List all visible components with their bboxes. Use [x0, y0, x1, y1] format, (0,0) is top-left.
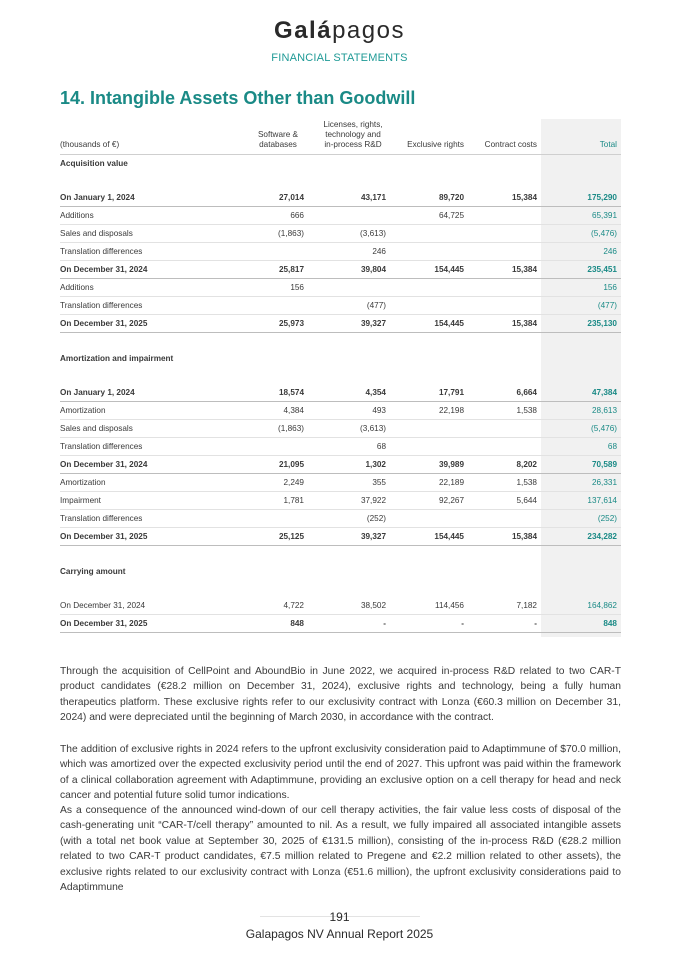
licenses-value: 43,171: [308, 189, 390, 207]
table-row: [60, 297, 621, 315]
exclusive-rights-value: [390, 350, 468, 367]
contract-costs-value: [468, 225, 541, 243]
software-value: 25,973: [210, 315, 308, 333]
row-label: Translation differences: [60, 243, 210, 261]
software-value: 27,014: [210, 189, 308, 207]
row-label: Sales and disposals: [60, 225, 210, 243]
licenses-value: -: [308, 615, 390, 633]
contract-costs-value: [468, 420, 541, 438]
total-value: 235,130: [541, 315, 621, 333]
total-value: 235,451: [541, 261, 621, 279]
contract-costs-value: [468, 510, 541, 528]
row-label: On December 31, 2024: [60, 597, 210, 615]
table-spacer-row: [60, 172, 621, 189]
exclusive-rights-value: 17,791: [390, 384, 468, 402]
total-value: 70,589: [541, 456, 621, 474]
contract-costs-value: [468, 563, 541, 580]
contract-costs-value: 1,538: [468, 402, 541, 420]
total-value: [541, 172, 621, 189]
table-row: [60, 384, 621, 402]
table-row: [60, 261, 621, 279]
table-row: [60, 207, 621, 225]
row-label: [60, 333, 210, 351]
licenses-value: 37,922: [308, 492, 390, 510]
total-value: [541, 333, 621, 351]
licenses-value: [308, 580, 390, 597]
contract-costs-value: 15,384: [468, 315, 541, 333]
row-label: Amortization: [60, 474, 210, 492]
contract-costs-value: 1,538: [468, 474, 541, 492]
contract-costs-value: [468, 297, 541, 315]
total-value: 68: [541, 438, 621, 456]
table-section-heading: [60, 155, 621, 173]
software-value: [210, 155, 308, 173]
table-row: [60, 225, 621, 243]
contract-costs-value: 15,384: [468, 189, 541, 207]
total-value: 164,862: [541, 597, 621, 615]
exclusive-rights-value: 114,456: [390, 597, 468, 615]
licenses-value: [308, 155, 390, 173]
intangible-assets-table: [60, 119, 621, 633]
contract-costs-value: 15,384: [468, 261, 541, 279]
total-value: 28,613: [541, 402, 621, 420]
licenses-value: [308, 172, 390, 189]
table-row: [60, 420, 621, 438]
logo-light-part: pagos: [332, 17, 405, 44]
contract-costs-value: 8,202: [468, 456, 541, 474]
licenses-value: 39,327: [308, 315, 390, 333]
software-value: (1,863): [210, 225, 308, 243]
table-spacer-row: [60, 546, 621, 564]
table-section-heading: [60, 350, 621, 367]
contract-costs-value: [468, 155, 541, 173]
software-value: [210, 172, 308, 189]
contract-costs-value: [468, 350, 541, 367]
section-label: FINANCIAL STATEMENTS: [271, 52, 408, 64]
exclusive-rights-value: [390, 279, 468, 297]
software-value: (1,863): [210, 420, 308, 438]
table-row: [60, 528, 621, 546]
contract-costs-value: [468, 367, 541, 384]
row-label: Translation differences: [60, 297, 210, 315]
total-value: 47,384: [541, 384, 621, 402]
licenses-value: 39,327: [308, 528, 390, 546]
paragraph-adaptimmune: The addition of exclusive rights in 2024 refers to the upfront exclusivity consideration paid to Adaptimmune of $70.0 million, which was amortized over the expected exclusivity period until the end of 2027. This upfront was paid within the framework of a clinical collaboration agreement with Adaptimmune, providing an exclusive option on a cell therapy for head and neck cancer and potential future solid tumor indications.: [60, 744, 621, 802]
exclusive-rights-value: [390, 420, 468, 438]
software-value: 1,781: [210, 492, 308, 510]
licenses-value: [308, 563, 390, 580]
contract-costs-value: 6,664: [468, 384, 541, 402]
company-logo: [0, 17, 679, 45]
contract-costs-value: 15,384: [468, 528, 541, 546]
exclusive-rights-value: 154,445: [390, 528, 468, 546]
table-row: [60, 438, 621, 456]
contract-costs-value: [468, 172, 541, 189]
software-value: 666: [210, 207, 308, 225]
column-header-exclusive-rights: Exclusive rights: [390, 119, 468, 155]
row-label: Additions: [60, 207, 210, 225]
exclusive-rights-value: [390, 172, 468, 189]
row-label: Amortization: [60, 402, 210, 420]
table-section-heading: [60, 563, 621, 580]
total-value: [541, 155, 621, 173]
exclusive-rights-value: 64,725: [390, 207, 468, 225]
exclusive-rights-value: [390, 546, 468, 564]
total-value: (5,476): [541, 225, 621, 243]
contract-costs-value: [468, 279, 541, 297]
total-value: (477): [541, 297, 621, 315]
licenses-value: 38,502: [308, 597, 390, 615]
total-value: [541, 367, 621, 384]
licenses-value: 39,804: [308, 261, 390, 279]
software-value: [210, 243, 308, 261]
table-header-row: [60, 119, 621, 155]
contract-costs-value: [468, 333, 541, 351]
exclusive-rights-value: [390, 580, 468, 597]
exclusive-rights-value: [390, 510, 468, 528]
contract-costs-value: [468, 207, 541, 225]
total-value: 848: [541, 615, 621, 633]
row-label: Impairment: [60, 492, 210, 510]
table-row: [60, 510, 621, 528]
column-header-units: (thousands of €): [60, 119, 210, 155]
software-value: 2,249: [210, 474, 308, 492]
table-row: [60, 279, 621, 297]
software-value: 25,817: [210, 261, 308, 279]
total-value: [541, 563, 621, 580]
software-value: [210, 333, 308, 351]
paragraph-acquisition: Through the acquisition of CellPoint and AboundBio in June 2022, we acquired in-process R&D related to two CAR-T product candidates (€28.2 million on December 31, 2024), exclusive rights and technology, being a fully human therapeutics platform. These exclusive rights refer to our exclusivity contract with Lonza (€60.3 million on December 31, 2024) and were depreciated until the beginning of March 2030, in accordance with the contract.: [60, 666, 621, 724]
total-value: 156: [541, 279, 621, 297]
table-row: [60, 615, 621, 633]
licenses-value: [308, 350, 390, 367]
software-value: [210, 510, 308, 528]
licenses-value: (252): [308, 510, 390, 528]
table-row: [60, 597, 621, 615]
row-label: On December 31, 2024: [60, 456, 210, 474]
software-value: [210, 563, 308, 580]
column-header-software: Software & databases: [210, 119, 308, 155]
table-row: [60, 474, 621, 492]
table-row: [60, 456, 621, 474]
total-value: [541, 350, 621, 367]
column-header-contract-costs: Contract costs: [468, 119, 541, 155]
licenses-value: [308, 367, 390, 384]
software-value: [210, 350, 308, 367]
contract-costs-value: 7,182: [468, 597, 541, 615]
total-value: (5,476): [541, 420, 621, 438]
software-value: 25,125: [210, 528, 308, 546]
table-spacer-row: [60, 367, 621, 384]
licenses-value: 4,354: [308, 384, 390, 402]
paragraph-wind-down: As a consequence of the announced wind-down of our cell therapy activities, the fair value less costs of disposal of the cash-generating unit “CAR-T/cell therapy” amounted to nil. As a result, we fully impaired all associated intangible assets (with a total net book value at September 30, 2025 of €131.5 million), consisting of the in-process R&D (€28.2 million related to two CAR-T product candidates, €7.5 million related to Pregene and €2.2 million related to other assets), the exclusive rights related to our exclusivity contract with Lonza (€51.6 million), the upfront exclusivity considerations paid to Adaptimmune: [60, 805, 621, 894]
table-spacer-row: [60, 580, 621, 597]
row-label: Sales and disposals: [60, 420, 210, 438]
row-label: [60, 172, 210, 189]
contract-costs-value: 5,644: [468, 492, 541, 510]
software-value: [210, 297, 308, 315]
software-value: [210, 546, 308, 564]
contract-costs-value: [468, 580, 541, 597]
page-number: 191: [329, 910, 350, 924]
row-label: [60, 367, 210, 384]
exclusive-rights-value: [390, 333, 468, 351]
total-value: [541, 580, 621, 597]
row-label: Acquisition value: [60, 159, 128, 168]
logo-bold-part: Galá: [274, 17, 333, 44]
licenses-value: [308, 279, 390, 297]
table-row: [60, 315, 621, 333]
exclusive-rights-value: [390, 225, 468, 243]
row-label: On December 31, 2025: [60, 615, 210, 633]
licenses-value: (3,613): [308, 420, 390, 438]
row-label: Translation differences: [60, 510, 210, 528]
licenses-value: 246: [308, 243, 390, 261]
software-value: 4,384: [210, 402, 308, 420]
row-label: On December 31, 2025: [60, 528, 210, 546]
contract-costs-value: [468, 438, 541, 456]
licenses-value: [308, 207, 390, 225]
row-label: [60, 546, 210, 564]
licenses-value: 68: [308, 438, 390, 456]
total-value: (252): [541, 510, 621, 528]
licenses-value: 355: [308, 474, 390, 492]
software-value: 848: [210, 615, 308, 633]
table-row: [60, 189, 621, 207]
contract-costs-value: -: [468, 615, 541, 633]
row-label: On January 1, 2024: [60, 384, 210, 402]
total-value: 246: [541, 243, 621, 261]
exclusive-rights-value: [390, 243, 468, 261]
licenses-value: 493: [308, 402, 390, 420]
licenses-value: [308, 333, 390, 351]
row-label: Amortization and impairment: [60, 354, 174, 363]
exclusive-rights-value: 92,267: [390, 492, 468, 510]
software-value: 18,574: [210, 384, 308, 402]
table-row: [60, 402, 621, 420]
row-label: On December 31, 2025: [60, 315, 210, 333]
page-title: 14. Intangible Assets Other than Goodwill: [60, 88, 416, 108]
row-label: Carrying amount: [60, 567, 126, 576]
row-label: On December 31, 2024: [60, 261, 210, 279]
table-row: [60, 492, 621, 510]
exclusive-rights-value: [390, 155, 468, 173]
exclusive-rights-value: 154,445: [390, 315, 468, 333]
licenses-value: (3,613): [308, 225, 390, 243]
report-title: Galapagos NV Annual Report 2025: [245, 927, 434, 941]
software-value: [210, 580, 308, 597]
software-value: 4,722: [210, 597, 308, 615]
exclusive-rights-value: [390, 367, 468, 384]
column-header-total: Total: [541, 119, 621, 155]
exclusive-rights-value: [390, 563, 468, 580]
exclusive-rights-value: 154,445: [390, 261, 468, 279]
licenses-value: 1,302: [308, 456, 390, 474]
exclusive-rights-value: [390, 297, 468, 315]
licenses-value: (477): [308, 297, 390, 315]
contract-costs-value: [468, 243, 541, 261]
total-value: 234,282: [541, 528, 621, 546]
total-value: [541, 546, 621, 564]
exclusive-rights-value: [390, 438, 468, 456]
software-value: 21,095: [210, 456, 308, 474]
total-value: 26,331: [541, 474, 621, 492]
exclusive-rights-value: 89,720: [390, 189, 468, 207]
row-label: Translation differences: [60, 438, 210, 456]
exclusive-rights-value: 22,198: [390, 402, 468, 420]
software-value: [210, 367, 308, 384]
row-label: On January 1, 2024: [60, 189, 210, 207]
table-row: [60, 243, 621, 261]
row-label: Additions: [60, 279, 210, 297]
exclusive-rights-value: 22,189: [390, 474, 468, 492]
exclusive-rights-value: 39,989: [390, 456, 468, 474]
table-spacer-row: [60, 333, 621, 351]
exclusive-rights-value: -: [390, 615, 468, 633]
column-header-licenses: Licenses, rights, technology and in-process R&D: [308, 119, 390, 155]
software-value: 156: [210, 279, 308, 297]
licenses-value: [308, 546, 390, 564]
contract-costs-value: [468, 546, 541, 564]
software-value: [210, 438, 308, 456]
total-value: 175,290: [541, 189, 621, 207]
total-value: 137,614: [541, 492, 621, 510]
row-label: [60, 580, 210, 597]
total-value: 65,391: [541, 207, 621, 225]
